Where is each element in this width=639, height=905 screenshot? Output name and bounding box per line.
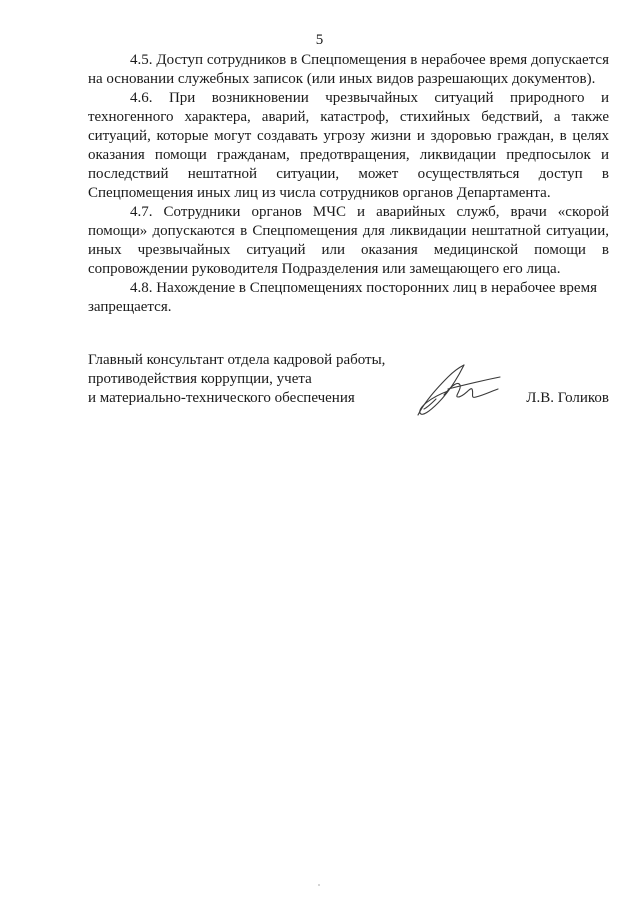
paragraph-4-8: 4.8. Нахождение в Спецпомещениях посторонних лиц в нерабочее время запрещается. xyxy=(88,280,597,315)
document-body xyxy=(88,51,609,317)
signature-block xyxy=(88,351,609,421)
signatory-title-line-2: противодействия коррупции, учета xyxy=(88,371,312,387)
signatory-name: Л.В. Голиков xyxy=(526,390,609,406)
signatory-title-line-3: и материально-технического обеспечения xyxy=(88,390,355,406)
signatory-title xyxy=(88,351,418,408)
paragraph-4-7: 4.7. Сотрудники органов МЧС и аварийных служб, врачи «скорой помощи» допускаются в Спецпомещения для ликвидации нештатной ситуации, иных чрезвычайных ситуаций или оказания медицинской помощи в сопровождении руководителя Подразделения или замещающего его лица. xyxy=(88,204,609,277)
page-number: 5 xyxy=(315,32,324,48)
paragraph-4-5: 4.5. Доступ сотрудников в Спецпомещения в нерабочее время допускается на основании служебных записок (или иных видов разрешающих документов). xyxy=(88,52,609,87)
paragraph-4-6: 4.6. При возникновении чрезвычайных ситуаций природного и техногенного характера, аварий, катастроф, стихийных бедствий, а также ситуаций, которые могут создавать угрозу жизни и здоровью граждан, в целях оказания помощи гражданам, предотвращения, ликвидации предпосылок и последствий нештатной ситуации, может осуществляться доступ в Спецпомещения иных лиц из числа сотрудников органов Департамента. xyxy=(88,90,609,201)
handwritten-signature-icon xyxy=(414,359,506,421)
signatory-title-line-1: Главный консультант отдела кадровой работы, xyxy=(88,352,386,368)
page-speck xyxy=(318,884,320,886)
